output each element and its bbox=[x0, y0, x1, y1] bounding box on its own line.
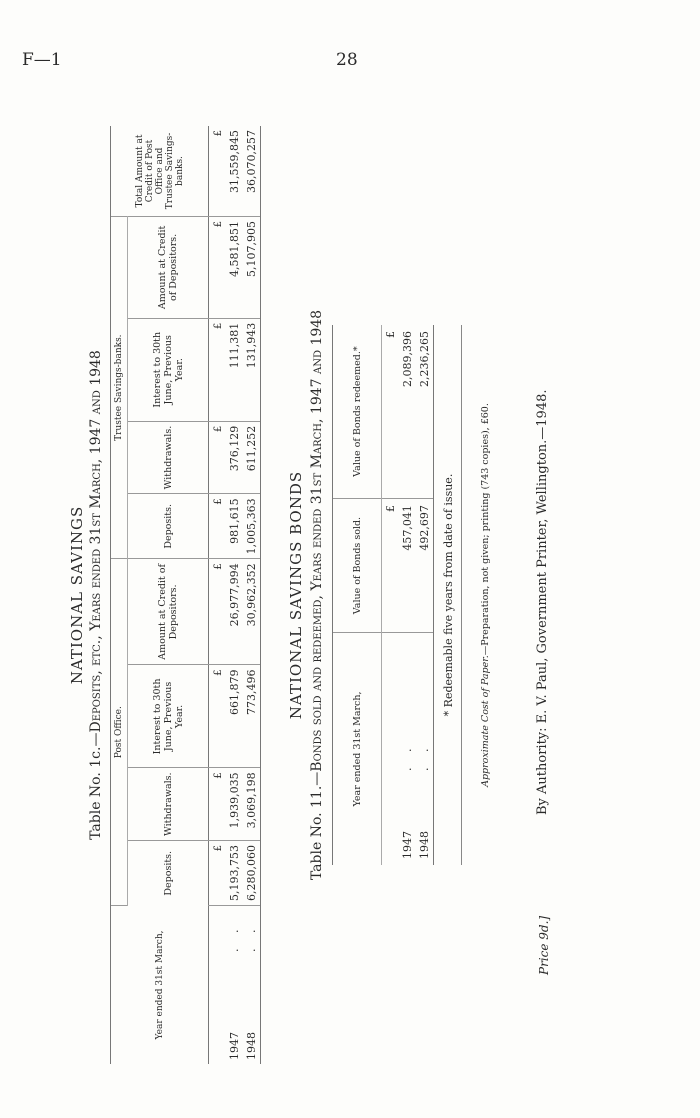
cell-po-interest: 661,879 bbox=[226, 665, 243, 768]
cell-bonds-redeemed: 2,089,396 bbox=[399, 325, 416, 499]
cell-tsb-interest: 131,943 bbox=[243, 318, 261, 421]
col-header-total: Total Amount at Credit of Post Office and Trustee Savings-banks. bbox=[111, 126, 209, 217]
cell-total: 31,559,845 bbox=[226, 126, 243, 217]
cell-total: 36,070,257 bbox=[243, 126, 261, 217]
table-1c-title: Deposits, etc., Years ended 31st March, 1947 and 1948 bbox=[88, 350, 104, 733]
row-year-cell bbox=[243, 906, 261, 1065]
paper-cost-text: —Preparation, not given; printing (743 copies), £60. bbox=[480, 403, 491, 656]
cell-po-withdrawals: 1,939,035 bbox=[226, 768, 243, 841]
cell-bonds-sold: 492,697 bbox=[416, 499, 434, 633]
row-year-cell bbox=[226, 906, 243, 1065]
cell-bonds-redeemed: 2,236,265 bbox=[416, 325, 434, 499]
col-header-tsb-amount: Amount at Credit of Depositors. bbox=[128, 217, 209, 319]
table-11-title: Bonds sold and redeemed, Years ended 31st March, 1947 and 1948 bbox=[309, 309, 325, 772]
unit-cell: £ bbox=[382, 325, 400, 499]
col-header-po-withdrawals: Withdrawals. bbox=[128, 768, 209, 841]
col-header-tsb-deposits: Deposits. bbox=[128, 494, 209, 559]
group-header-trustee: Trustee Savings-banks. bbox=[111, 217, 128, 559]
col-header-bonds-redeemed: Value of Bonds redeemed.* bbox=[333, 325, 382, 499]
unit-cell-empty bbox=[209, 906, 227, 1065]
cell-po-amount: 26,977,994 bbox=[226, 559, 243, 665]
cell-po-interest: 773,496 bbox=[243, 665, 261, 768]
cell-bonds-sold: 457,041 bbox=[399, 499, 416, 633]
table-11-number: Table No. 11.— bbox=[309, 771, 325, 881]
col-header-bonds-sold: Value of Bonds sold. bbox=[333, 499, 382, 633]
row-year: 1947 bbox=[401, 831, 414, 859]
page-reference: F—1 bbox=[22, 50, 62, 70]
cell-tsb-amount: 4,581,851 bbox=[226, 217, 243, 319]
leader-dots: . . bbox=[401, 742, 414, 771]
cell-tsb-deposits: 981,615 bbox=[226, 494, 243, 559]
price-label: Price 9d.] bbox=[537, 915, 551, 975]
row-year: 1948 bbox=[418, 831, 431, 859]
cell-po-amount: 30,962,352 bbox=[243, 559, 261, 665]
deposits-table bbox=[110, 126, 261, 1064]
unit-cell: £ bbox=[209, 217, 227, 319]
col-header-po-deposits: Deposits. bbox=[128, 841, 209, 906]
col-header-tsb-interest: Interest to 30th June, Previous Year. bbox=[128, 318, 209, 421]
cell-po-deposits: 5,193,753 bbox=[226, 841, 243, 906]
unit-cell: £ bbox=[209, 841, 227, 906]
cell-tsb-amount: 5,107,905 bbox=[243, 217, 261, 319]
section-heading-national-savings: NATIONAL SAVINGS bbox=[68, 505, 86, 685]
unit-cell: £ bbox=[382, 499, 400, 633]
row-year-cell bbox=[416, 633, 434, 866]
redeemable-footnote: * Redeemable five years from date of issue. bbox=[442, 473, 455, 717]
unit-cell: £ bbox=[209, 494, 227, 559]
cell-tsb-withdrawals: 611,252 bbox=[243, 421, 261, 494]
authority-imprint: By Authority: E. V. Paul, Government Printer, Wellington.—1948. bbox=[535, 389, 550, 815]
unit-cell-empty bbox=[382, 633, 400, 866]
col-header-tsb-withdrawals: Withdrawals. bbox=[128, 421, 209, 494]
cell-tsb-withdrawals: 376,129 bbox=[226, 421, 243, 494]
table-1c-caption bbox=[88, 120, 104, 1070]
cell-tsb-deposits: 1,005,363 bbox=[243, 494, 261, 559]
cell-po-withdrawals: 3,069,198 bbox=[243, 768, 261, 841]
table-row bbox=[243, 126, 261, 1064]
unit-cell: £ bbox=[209, 318, 227, 421]
unit-cell: £ bbox=[209, 126, 227, 217]
cell-po-deposits: 6,280,060 bbox=[243, 841, 261, 906]
section-heading-savings-bonds: NATIONAL SAVINGS BONDS bbox=[287, 470, 305, 720]
page-number: 28 bbox=[336, 50, 358, 70]
group-header-post-office: Post Office. bbox=[111, 559, 128, 906]
imprint-line bbox=[531, 215, 557, 975]
row-year: 1948 bbox=[245, 1032, 258, 1060]
leader-dots: . . bbox=[418, 742, 431, 771]
col-header-po-interest: Interest to 30th June, Previous Year. bbox=[128, 665, 209, 768]
unit-cell: £ bbox=[209, 665, 227, 768]
divider bbox=[461, 325, 462, 865]
col-header-po-amount: Amount at Credit of Depositors. bbox=[128, 559, 209, 665]
leader-dots: . . bbox=[228, 923, 241, 952]
table-1c-number: Table No. 1c.— bbox=[88, 732, 104, 840]
paper-cost-label: Approximate Cost of Paper. bbox=[480, 655, 491, 787]
unit-cell: £ bbox=[209, 421, 227, 494]
cell-tsb-interest: 111,381 bbox=[226, 318, 243, 421]
rotated-page-body bbox=[60, 120, 620, 1070]
paper-cost-note bbox=[480, 325, 491, 865]
col-header-year: Year ended 31st March, bbox=[333, 633, 382, 866]
leader-dots: . . bbox=[245, 923, 258, 952]
table-row bbox=[399, 325, 416, 865]
unit-cell: £ bbox=[209, 768, 227, 841]
table-row bbox=[416, 325, 434, 865]
row-year-cell bbox=[399, 633, 416, 866]
bonds-table bbox=[332, 325, 434, 865]
col-header-year: Year ended 31st March, bbox=[111, 906, 209, 1065]
table-row bbox=[226, 126, 243, 1064]
unit-cell: £ bbox=[209, 559, 227, 665]
table-11-caption bbox=[309, 120, 326, 1070]
row-year: 1947 bbox=[228, 1032, 241, 1060]
